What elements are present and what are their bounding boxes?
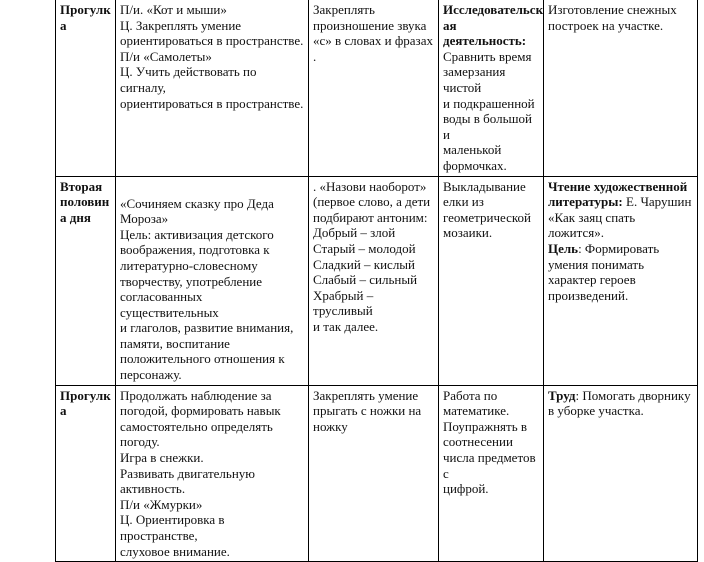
row-label: Прогулк а bbox=[56, 0, 116, 176]
games-cell: Продолжать наблюдение за погодой, формировать навык самостоятельно определять погоду. Игра в снежки. Развивать двигательную активность. П/и «Жмурки» Ц. Ориентировка в пространстве, слуховое внимание. bbox=[116, 385, 309, 562]
speech-cell: Закреплять произношение звука «с» в словах и фразах . bbox=[309, 0, 439, 176]
plan-table bbox=[55, 0, 698, 562]
other-cell: Труд: Помогать дворнику в уборке участка. bbox=[544, 385, 698, 562]
table-row bbox=[56, 0, 698, 176]
activity-cell: Исследовательск ая деятельность: Сравнить время замерзания чистой и подкрашенной воды в большой и маленькой формочках. bbox=[439, 0, 544, 176]
activity-cell: Работа по математике. Поупражнять в соотнесении числа предметов с цифрой. bbox=[439, 385, 544, 562]
table-row bbox=[56, 176, 698, 385]
other-cell: Изготовление снежных построек на участке. bbox=[544, 0, 698, 176]
speech-cell: . «Назови наоборот» (первое слово, а дети подбирают антоним: Добрый – злой Старый – молодой Сладкий – кислый Слабый – сильный Храбрый – трусливый и так далее. bbox=[309, 176, 439, 385]
games-cell: «Сочиняем сказку про Деда Мороза» Цель: активизация детского воображения, подготовка к литературно-словесному творчеству, употребление согласованных существительных и глаголов, развитие внимания, памяти, воспитание положительного отношения к персонажу. bbox=[116, 176, 309, 385]
speech-cell: Закреплять умение прыгать с ножки на ножку bbox=[309, 385, 439, 562]
activity-cell: Выкладывание елки из геометрической мозаики. bbox=[439, 176, 544, 385]
other-cell: Чтение художественной литературы: Е. Чарушин «Как заяц спать ложится». Цель: Формировать умения понимать характер героев произведений. bbox=[544, 176, 698, 385]
row-label: Вторая половин а дня bbox=[56, 176, 116, 385]
row-label: Прогулк а bbox=[56, 385, 116, 562]
games-cell: П/и. «Кот и мыши» Ц. Закреплять умение ориентироваться в пространстве. П/и «Самолеты» Ц. Учить действовать по сигналу, ориентироваться в пространстве. bbox=[116, 0, 309, 176]
table-row bbox=[56, 385, 698, 562]
